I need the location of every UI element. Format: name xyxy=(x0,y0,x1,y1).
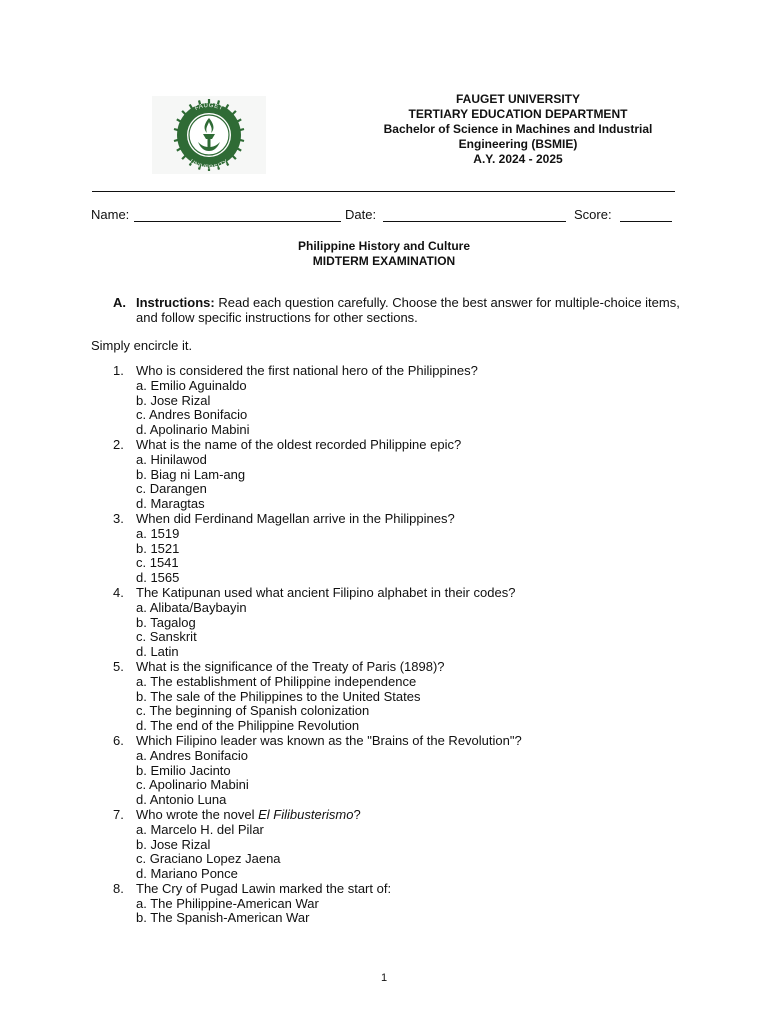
question-text: The Katipunan used what ancient Filipino alphabet in their codes? xyxy=(136,584,516,600)
student-info-fields xyxy=(0,207,768,225)
answer-directive: Simply encircle it. xyxy=(91,338,193,353)
section-marker: A. xyxy=(113,295,126,310)
answer-option[interactable]: b. 1521 xyxy=(136,540,180,556)
exam-title: MIDTERM EXAMINATION xyxy=(312,254,456,268)
answer-option[interactable]: a. Emilio Aguinaldo xyxy=(136,377,247,393)
university-name: FAUGET UNIVERSITY xyxy=(455,92,580,106)
question-text-start: Who wrote the novel xyxy=(136,806,259,822)
department-name: TERTIARY EDUCATION DEPARTMENT xyxy=(408,107,628,121)
answer-option[interactable]: d. Antonio Luna xyxy=(136,792,227,808)
question-number: 4. xyxy=(113,584,124,600)
university-seal-icon xyxy=(152,96,266,174)
question-text: What is the name of the oldest recorded Philippine epic? xyxy=(136,436,462,452)
question-text: Who is considered the first national hero of the Philippines? xyxy=(136,363,478,378)
question-1 xyxy=(0,364,768,379)
seal-top-text: FAUGET xyxy=(194,102,224,113)
header-divider xyxy=(92,191,675,192)
answer-option[interactable]: a. The establishment of Philippine independence xyxy=(136,673,417,689)
question-number: 6. xyxy=(113,732,124,748)
question-text: What is the significance of the Treaty of Paris (1898)? xyxy=(136,658,445,674)
answer-option[interactable]: c. Sanskrit xyxy=(136,629,197,645)
question-8 xyxy=(0,882,768,897)
instructions-text: Read each question carefully. Choose the best answer for multiple-choice items, and follow specific instructions for other sections. xyxy=(136,295,680,325)
answer-option[interactable]: b. Tagalog xyxy=(136,614,196,630)
university-logo xyxy=(152,96,266,174)
instructions-block xyxy=(113,295,683,325)
page-number: 1 xyxy=(380,972,388,984)
score-label: Score: xyxy=(574,207,612,222)
question-4 xyxy=(0,586,768,601)
answer-option[interactable]: c. Apolinario Mabini xyxy=(136,777,249,793)
question-text-end: ? xyxy=(353,806,361,822)
answer-option[interactable]: a. 1519 xyxy=(136,525,180,541)
answer-option[interactable]: b. Emilio Jacinto xyxy=(136,762,231,778)
program-line-1: Bachelor of Science in Machines and Industrial xyxy=(383,122,653,136)
name-label: Name: xyxy=(91,207,130,222)
program-line-2: Engineering (BSMIE) xyxy=(458,137,578,151)
answer-option[interactable]: a. Marcelo H. del Pilar xyxy=(136,821,264,837)
question-number: 1. xyxy=(113,363,124,378)
score-blank[interactable] xyxy=(620,221,672,222)
question-5 xyxy=(0,660,768,675)
question-number: 2. xyxy=(113,436,124,452)
question-text: Which Filipino leader was known as the "Brains of the Revolution"? xyxy=(136,732,522,748)
answer-option[interactable]: c. Darangen xyxy=(136,481,207,497)
answer-option[interactable]: a. Andres Bonifacio xyxy=(136,747,249,763)
novel-title: El Filibusterismo xyxy=(258,806,354,822)
question-number: 8. xyxy=(113,880,124,896)
question-text: The Cry of Pugad Lawin marked the start of: xyxy=(136,880,392,896)
question-2 xyxy=(0,438,768,453)
seal-bottom-text: UNIVERSITY xyxy=(188,158,230,172)
answer-option[interactable]: d. Apolinario Mabini xyxy=(136,422,250,438)
question-number: 7. xyxy=(113,806,124,822)
answer-option[interactable]: d. 1565 xyxy=(136,570,180,586)
answer-option[interactable]: d. The end of the Philippine Revolution xyxy=(136,718,360,734)
date-blank[interactable] xyxy=(383,221,566,222)
answer-option[interactable]: a. Alibata/Baybayin xyxy=(136,599,247,615)
question-text xyxy=(136,808,361,823)
answer-option[interactable]: b. The Spanish-American War xyxy=(136,910,310,926)
answer-option[interactable]: b. Jose Rizal xyxy=(136,836,211,852)
answer-option[interactable]: c. 1541 xyxy=(136,555,179,571)
name-blank[interactable] xyxy=(134,221,341,222)
question-3 xyxy=(0,512,768,527)
question-6 xyxy=(0,734,768,749)
academic-year: A.Y. 2024 - 2025 xyxy=(473,152,563,166)
answer-option[interactable]: c. Graciano Lopez Jaena xyxy=(136,851,281,867)
answer-option[interactable]: d. Latin xyxy=(136,644,179,660)
answer-option[interactable]: c. The beginning of Spanish colonization xyxy=(136,703,370,719)
question-number: 5. xyxy=(113,658,124,674)
question-number: 3. xyxy=(113,510,124,526)
answer-option[interactable]: d. Mariano Ponce xyxy=(136,866,238,882)
answer-option[interactable]: c. Andres Bonifacio xyxy=(136,407,248,423)
answer-option[interactable]: a. The Philippine-American War xyxy=(136,895,319,911)
date-label: Date: xyxy=(345,207,377,222)
answer-option[interactable]: b. Jose Rizal xyxy=(136,392,211,408)
exam-title-block xyxy=(0,239,768,269)
institution-header xyxy=(316,92,720,167)
answer-option[interactable]: d. Maragtas xyxy=(136,496,205,512)
answer-option[interactable]: b. The sale of the Philippines to the United States xyxy=(136,688,421,704)
course-title: Philippine History and Culture xyxy=(297,239,470,253)
answer-option[interactable]: b. Biag ni Lam-ang xyxy=(136,466,246,482)
question-list xyxy=(0,364,768,926)
question-7 xyxy=(0,808,768,823)
instructions-label: Instructions: xyxy=(136,295,215,310)
question-text: When did Ferdinand Magellan arrive in the Philippines? xyxy=(136,510,455,526)
answer-option[interactable]: a. Hinilawod xyxy=(136,451,207,467)
